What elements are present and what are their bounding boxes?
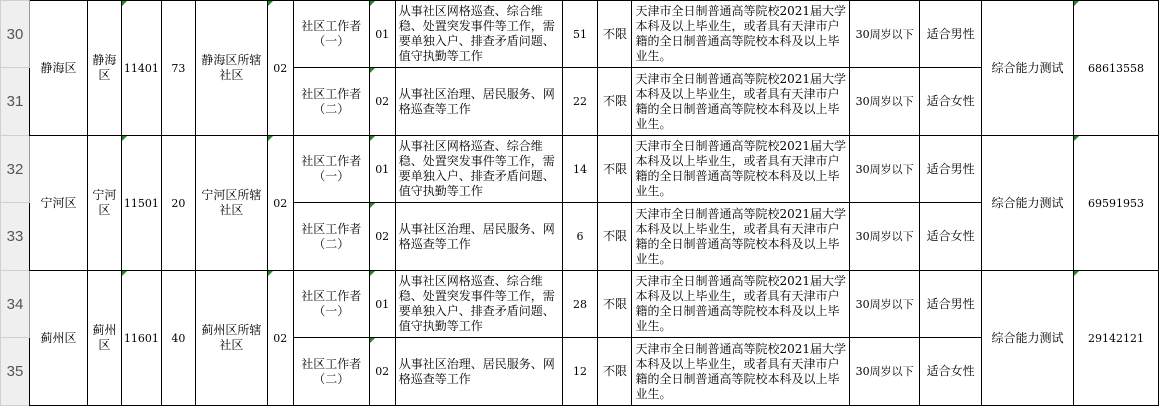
education-cell[interactable]: 天津市全日制普通高等院校2021届大学本科及以上毕业生，或者具有天津市户籍的全日制普通高等院校本科及以上毕业生。 bbox=[632, 68, 850, 136]
row-number[interactable]: 33 bbox=[1, 203, 30, 271]
unit-cell[interactable]: 静海 区 bbox=[87, 1, 121, 136]
row-number[interactable]: 34 bbox=[1, 271, 30, 338]
district-cell[interactable]: 宁河区 bbox=[29, 136, 87, 271]
table-row bbox=[1, 136, 1159, 203]
position-seq-cell[interactable]: 02 bbox=[369, 338, 395, 406]
age-cell[interactable]: 30周岁以下 bbox=[850, 136, 920, 203]
position-title-cell[interactable]: 社区工作者 （一） bbox=[293, 1, 369, 68]
major-cell[interactable]: 不限 bbox=[598, 68, 632, 136]
quota-cell[interactable]: 12 bbox=[562, 338, 598, 406]
position-title-cell[interactable]: 社区工作者 （二） bbox=[293, 68, 369, 136]
hire-count-cell[interactable]: 73 bbox=[161, 1, 195, 136]
position-seq-cell[interactable]: 01 bbox=[369, 136, 395, 203]
row-number[interactable]: 31 bbox=[1, 68, 30, 136]
position-seq-cell[interactable]: 02 bbox=[369, 203, 395, 271]
education-cell[interactable]: 天津市全日制普通高等院校2021届大学本科及以上毕业生，或者具有天津市户籍的全日制普通高等院校本科及以上毕业生。 bbox=[632, 136, 850, 203]
quota-cell[interactable]: 22 bbox=[562, 68, 598, 136]
hire-count-cell[interactable]: 20 bbox=[161, 136, 195, 271]
position-title-cell[interactable]: 社区工作者 （二） bbox=[293, 338, 369, 406]
age-cell[interactable]: 30周岁以下 bbox=[850, 1, 920, 68]
quota-cell[interactable]: 51 bbox=[562, 1, 598, 68]
education-cell[interactable]: 天津市全日制普通高等院校2021届大学本科及以上毕业生，或者具有天津市户籍的全日制普通高等院校本科及以上毕业生。 bbox=[632, 338, 850, 406]
age-cell[interactable]: 30周岁以下 bbox=[850, 203, 920, 271]
position-seq-cell[interactable]: 02 bbox=[369, 68, 395, 136]
other-cell[interactable]: 适合女性 bbox=[920, 68, 982, 136]
test-type-cell[interactable]: 综合能力测试 bbox=[982, 271, 1074, 406]
other-cell[interactable]: 适合女性 bbox=[920, 338, 982, 406]
age-cell[interactable]: 30周岁以下 bbox=[850, 271, 920, 338]
position-title-cell[interactable]: 社区工作者 （一） bbox=[293, 136, 369, 203]
hire-count-cell[interactable]: 40 bbox=[161, 271, 195, 406]
district-cell[interactable]: 蓟州区 bbox=[29, 271, 87, 406]
district-cell[interactable]: 静海区 bbox=[29, 1, 87, 136]
position-area-cell[interactable]: 宁河区所辖 社区 bbox=[195, 136, 267, 271]
position-area-cell[interactable]: 静海区所辖 社区 bbox=[195, 1, 267, 136]
position-seq-cell[interactable]: 01 bbox=[369, 1, 395, 68]
table-row bbox=[1, 1, 1159, 68]
unit-code-cell[interactable]: 11501 bbox=[121, 136, 161, 271]
quota-cell[interactable]: 14 bbox=[562, 136, 598, 203]
unit-cell[interactable]: 蓟州 区 bbox=[87, 271, 121, 406]
position-code-cell[interactable]: 02 bbox=[267, 1, 293, 136]
major-cell[interactable]: 不限 bbox=[598, 271, 632, 338]
major-cell[interactable]: 不限 bbox=[598, 203, 632, 271]
education-cell[interactable]: 天津市全日制普通高等院校2021届大学本科及以上毕业生，或者具有天津市户籍的全日制普通高等院校本科及以上毕业生。 bbox=[632, 271, 850, 338]
position-title-cell[interactable]: 社区工作者 （一） bbox=[293, 271, 369, 338]
major-cell[interactable]: 不限 bbox=[598, 136, 632, 203]
duty-cell[interactable]: 从事社区治理、居民服务、网格巡查等工作 bbox=[395, 68, 562, 136]
table-row bbox=[1, 271, 1159, 338]
test-type-cell[interactable]: 综合能力测试 bbox=[982, 1, 1074, 136]
position-area-cell[interactable]: 蓟州区所辖 社区 bbox=[195, 271, 267, 406]
test-type-cell[interactable]: 综合能力测试 bbox=[982, 136, 1074, 271]
phone-cell[interactable]: 69591953 bbox=[1073, 136, 1158, 271]
other-cell[interactable]: 适合男性 bbox=[920, 136, 982, 203]
other-cell[interactable]: 适合男性 bbox=[920, 1, 982, 68]
education-cell[interactable]: 天津市全日制普通高等院校2021届大学本科及以上毕业生，或者具有天津市户籍的全日制普通高等院校本科及以上毕业生。 bbox=[632, 203, 850, 271]
quota-cell[interactable]: 6 bbox=[562, 203, 598, 271]
unit-code-cell[interactable]: 11601 bbox=[121, 271, 161, 406]
duty-cell[interactable]: 从事社区网格巡查、综合维稳、处置突发事件等工作，需要单独入户、排查矛盾问题、值守执勤等工作 bbox=[395, 1, 562, 68]
unit-code-cell[interactable]: 11401 bbox=[121, 1, 161, 136]
position-code-cell[interactable]: 02 bbox=[267, 271, 293, 406]
duty-cell[interactable]: 从事社区治理、居民服务、网格巡查等工作 bbox=[395, 203, 562, 271]
quota-cell[interactable]: 28 bbox=[562, 271, 598, 338]
other-cell[interactable]: 适合女性 bbox=[920, 203, 982, 271]
duty-cell[interactable]: 从事社区网格巡查、综合维稳、处置突发事件等工作，需要单独入户、排查矛盾问题、值守执勤等工作 bbox=[395, 271, 562, 338]
education-cell[interactable]: 天津市全日制普通高等院校2021届大学本科及以上毕业生，或者具有天津市户籍的全日制普通高等院校本科及以上毕业生。 bbox=[632, 1, 850, 68]
row-number[interactable]: 32 bbox=[1, 136, 30, 203]
unit-cell[interactable]: 宁河 区 bbox=[87, 136, 121, 271]
position-code-cell[interactable]: 02 bbox=[267, 136, 293, 271]
age-cell[interactable]: 30周岁以下 bbox=[850, 68, 920, 136]
age-cell[interactable]: 30周岁以下 bbox=[850, 338, 920, 406]
duty-cell[interactable]: 从事社区网格巡查、综合维稳、处置突发事件等工作，需要单独入户、排查矛盾问题、值守执勤等工作 bbox=[395, 136, 562, 203]
phone-cell[interactable]: 29142121 bbox=[1073, 271, 1158, 406]
duty-cell[interactable]: 从事社区治理、居民服务、网格巡查等工作 bbox=[395, 338, 562, 406]
row-number[interactable]: 35 bbox=[1, 338, 30, 406]
phone-cell[interactable]: 68613558 bbox=[1073, 1, 1158, 136]
other-cell[interactable]: 适合男性 bbox=[920, 271, 982, 338]
row-number[interactable]: 30 bbox=[1, 1, 30, 68]
major-cell[interactable]: 不限 bbox=[598, 338, 632, 406]
major-cell[interactable]: 不限 bbox=[598, 1, 632, 68]
position-title-cell[interactable]: 社区工作者 （二） bbox=[293, 203, 369, 271]
position-seq-cell[interactable]: 01 bbox=[369, 271, 395, 338]
